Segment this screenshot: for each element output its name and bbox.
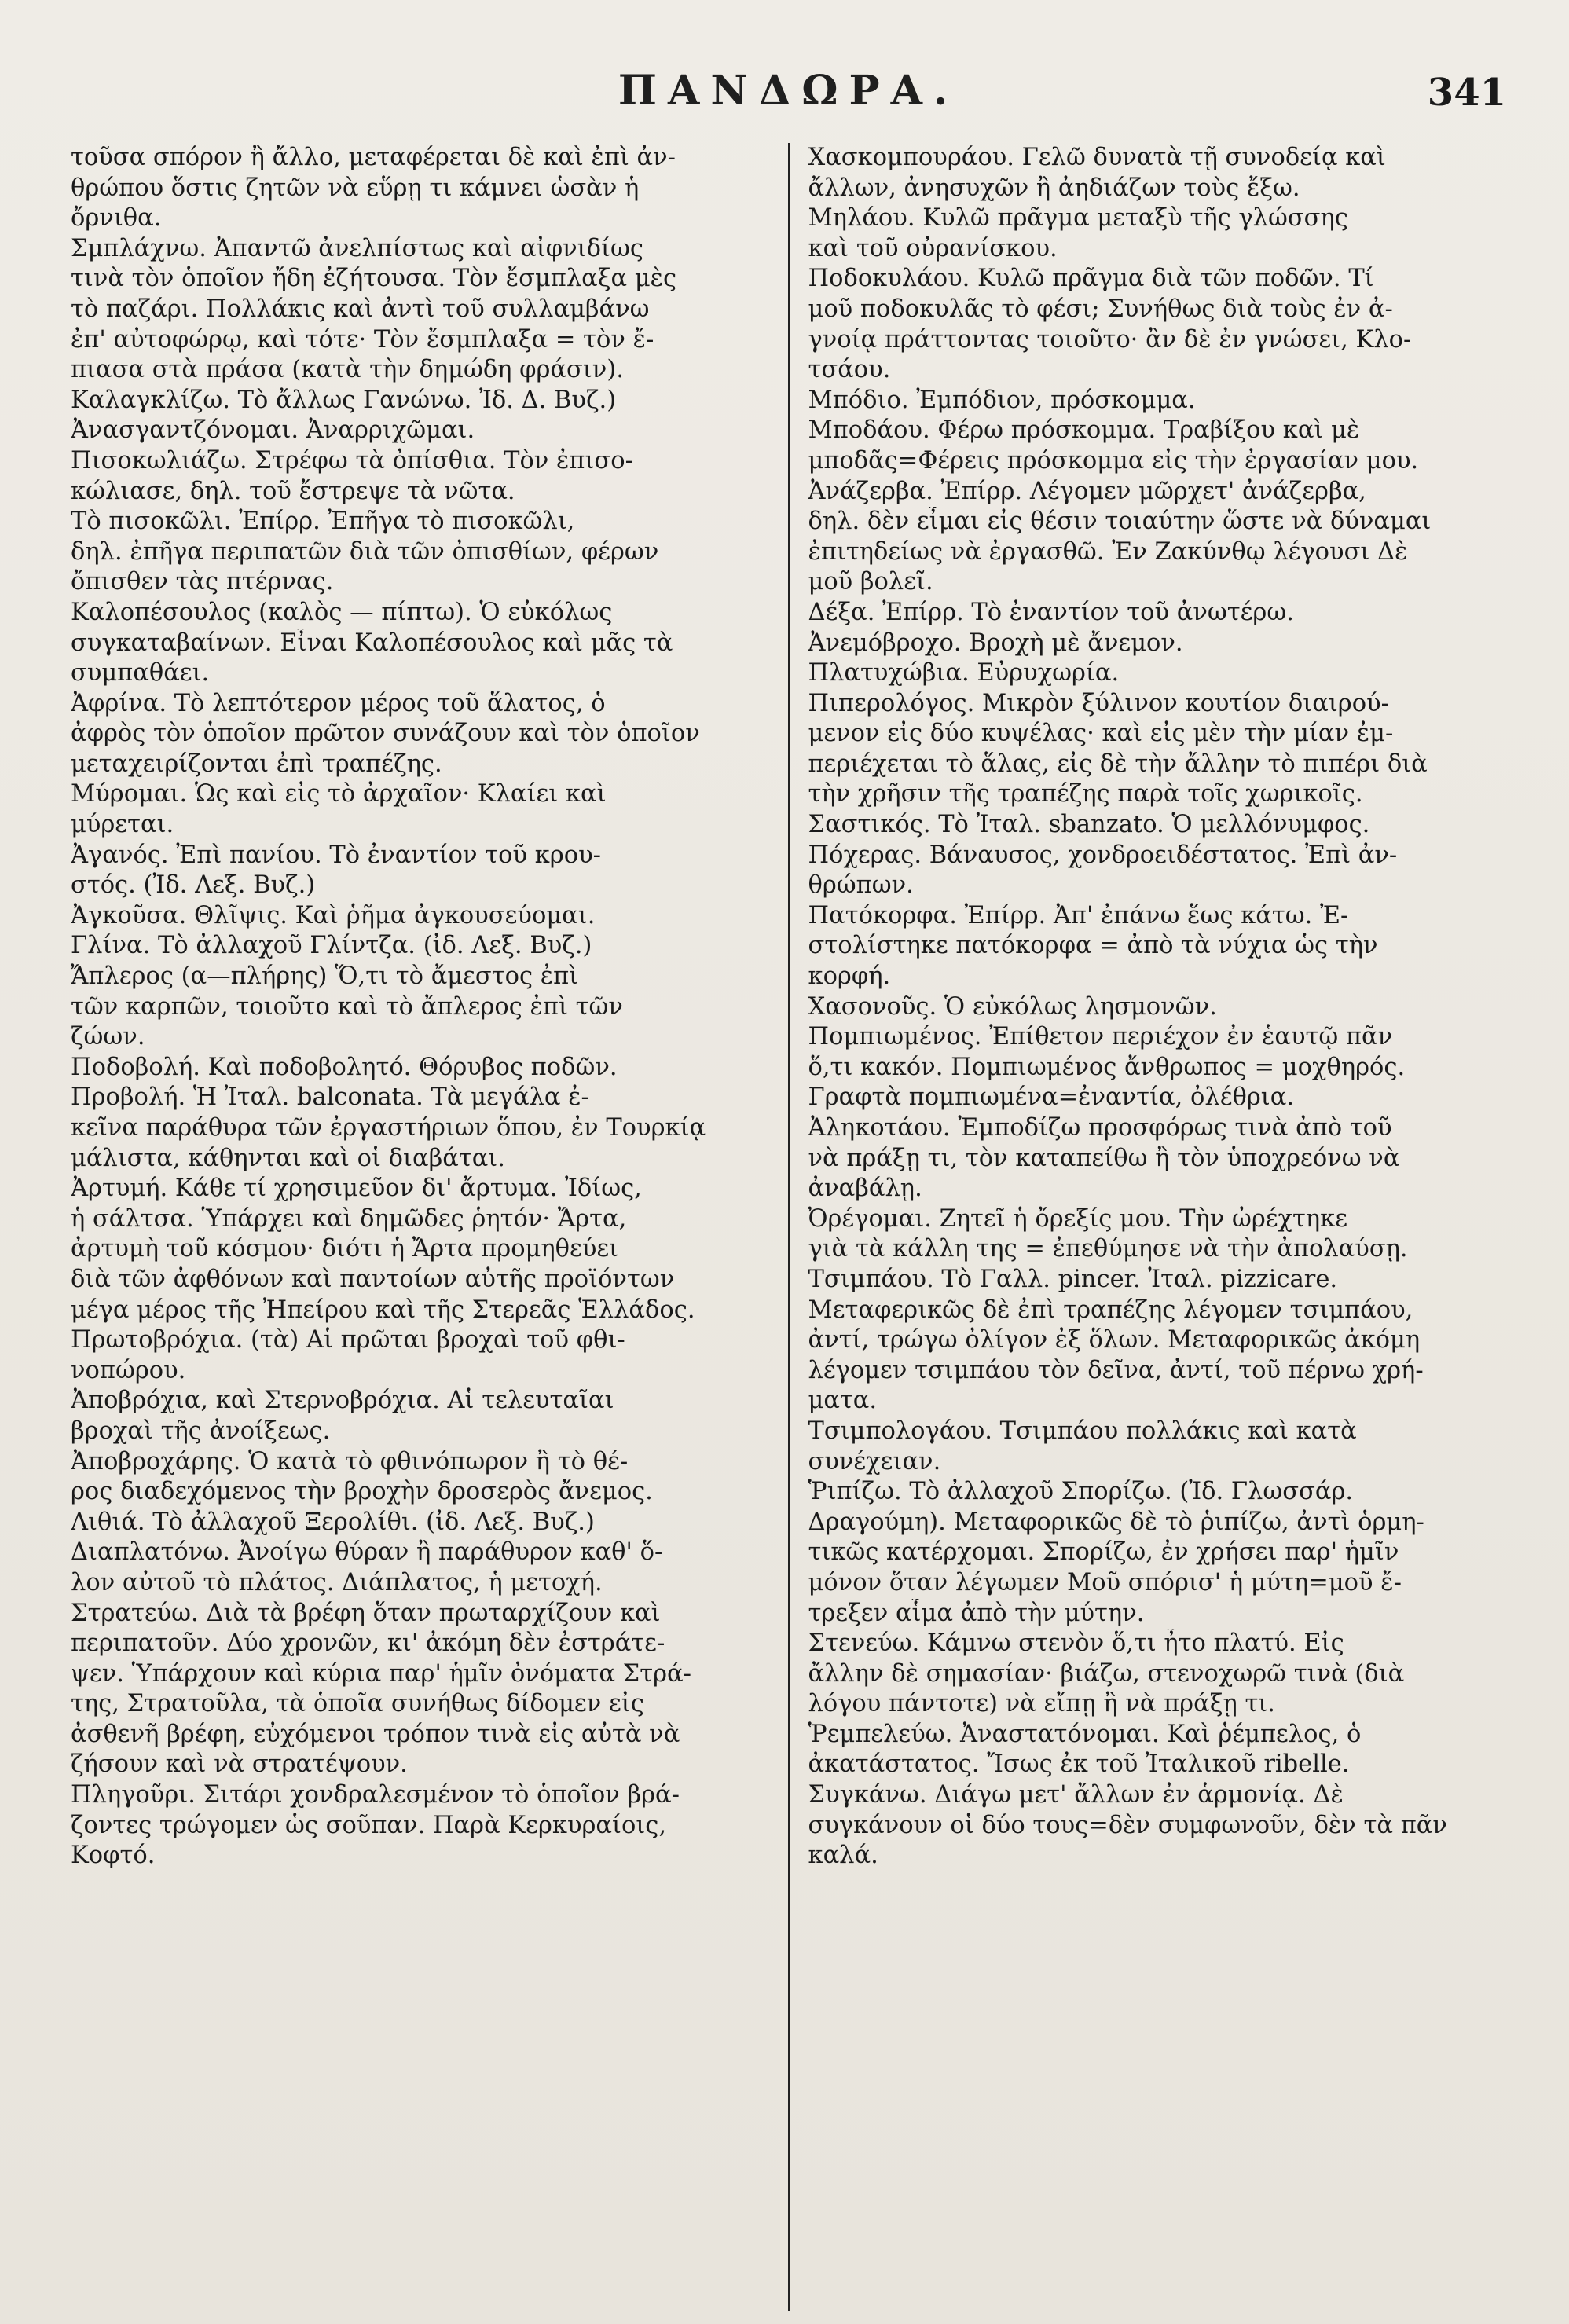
text-line: συγκαταβαίνων. Εἶναι Καλοπέσουλος καὶ μᾶς τὰ xyxy=(71,629,673,657)
text-line: περιπατοῦν. Δύο χρονῶν, κι' ἀκόμη δὲν ἐστράτε- xyxy=(71,1629,665,1658)
left-column xyxy=(71,143,786,2311)
text-line: Μηλάου. Κυλῶ πρᾶγμα μεταξὺ τῆς γλώσσης xyxy=(808,204,1348,233)
text-line: Χασκομπουράου. Γελῶ δυνατὰ τῇ συνοδείᾳ καὶ xyxy=(808,144,1386,171)
text-line: Ἀνασγαντζόνομαι. Ἀναρριχῶμαι. xyxy=(71,416,475,445)
text-line: Ἀφρίνα. Τὸ λεπτότερον μέρος τοῦ ἅλατος, ὁ xyxy=(71,689,606,717)
text-line: δηλ. δὲν εἶμαι εἰς θέσιν τοιαύτην ὥστε νὰ δύναμαι xyxy=(808,508,1432,536)
text-line: Ἀγκοῦσα. Θλῖψις. Καὶ ῥῆμα ἀγκουσεύομαι. xyxy=(71,901,596,929)
text-line: Ἀνάζερβα. Ἐπίρρ. Λέγομεν μῶρχετ' ἀνάζερβα, xyxy=(808,477,1366,505)
text-line: κορφή. xyxy=(808,962,891,991)
journal-title: ΠΑΝΔΩΡΑ. xyxy=(618,66,959,115)
text-line: στολίστηκε πατόκορφα = ἀπὸ τὰ νύχια ὡς τὴν xyxy=(808,932,1378,960)
text-line: Στρατεύω. Διὰ τὰ βρέφη ὅταν πρωταρχίζουν καὶ xyxy=(71,1599,661,1627)
text-line: θρώπων. xyxy=(808,871,914,900)
text-line: λόγου πάντοτε) νὰ εἴπῃ ἢ νὰ πράξῃ τι. xyxy=(808,1690,1275,1718)
text-line: Ῥεμπελεύω. Ἀναστατόνομαι. Καὶ ῥέμπελος, ὁ xyxy=(808,1720,1362,1748)
text-line: τικῶς κατέρχομαι. Σπορίζω, ἐν χρήσει παρ' ἡμῖν xyxy=(808,1538,1399,1567)
text-line: ψεν. Ὑπάρχουν καὶ κύρια παρ' ἡμῖν ὀνόματα Στρά- xyxy=(71,1659,691,1688)
text-line: μενον εἰς δύο κυψέλας· καὶ εἰς μὲν τὴν μίαν ἐμ- xyxy=(808,720,1394,748)
text-line: Ἀρτυμή. Κάθε τί χρησιμεῦον δι' ἄρτυμα. Ἰδίως, xyxy=(71,1175,642,1203)
text-line: Χασονοῦς. Ὁ εὐκόλως λησμονῶν. xyxy=(808,992,1217,1021)
text-line: συνέχειαν. xyxy=(808,1447,941,1475)
text-line: της, Στρατοῦλα, τὰ ὁποῖα συνήθως δίδομεν εἰς xyxy=(71,1690,644,1718)
text-line: μποδᾶς=Φέρεις πρόσκομμα εἰς τὴν ἐργασίαν μου. xyxy=(808,446,1419,475)
text-line: Μποδάου. Φέρω πρόσκομμα. Τραβίξου καὶ μὲ xyxy=(808,416,1360,445)
text-line: στός. (Ἰδ. Λεξ. Βυζ.) xyxy=(71,871,316,900)
text-line: Τὸ πισοκῶλι. Ἐπίρρ. Ἐπῆγα τὸ πισοκῶλι, xyxy=(71,508,575,536)
text-line: μοῦ βολεῖ. xyxy=(808,568,933,596)
text-line: μάλιστα, κάθηνται καὶ οἱ διαβάται. xyxy=(71,1144,505,1172)
text-line: ὄρνιθα. xyxy=(71,204,162,233)
text-line: Πλατυχώβια. Εὐρυχωρία. xyxy=(808,659,1120,687)
text-line: Μύρομαι. Ὡς καὶ εἰς τὸ ἀρχαῖον· Κλαίει καὶ xyxy=(71,780,607,808)
text-line: Συγκάνω. Διάγω μετ' ἄλλων ἐν ἁρμονίᾳ. Δὲ xyxy=(808,1781,1344,1809)
text-line: Δραγούμη). Μεταφορικῶς δὲ τὸ ῥιπίζω, ἀντὶ ὁρμη- xyxy=(808,1508,1424,1536)
text-line: Πατόκορφα. Ἐπίρρ. Ἀπ' ἐπάνω ἕως κάτω. Ἐ- xyxy=(808,901,1349,929)
text-line: τὴν χρῆσιν τῆς τραπέζης παρὰ τοῖς χωρικοῖς. xyxy=(808,780,1363,808)
text-line: ἐπ' αὐτοφώρῳ, καὶ τότε· Τὸν ἔσμπλαξα = τὸν ἔ- xyxy=(71,325,654,354)
text-line: συμπαθάει. xyxy=(71,659,210,687)
text-line: Ἀληκοτάου. Ἐμποδίζω προσφόρως τινὰ ἀπὸ τοῦ xyxy=(808,1114,1392,1142)
text-line: ἡ σάλτσα. Ὑπάρχει καὶ δημῶδες ῥητόν· Ἄρτα, xyxy=(71,1204,627,1233)
text-line: περιέχεται τὸ ἅλας, εἰς δὲ τὴν ἄλλην τὸ πιπέρι διὰ xyxy=(808,750,1428,778)
text-line: θρώπου ὅστις ζητῶν νὰ εὕρῃ τι κάμνει ὡσὰν ἡ xyxy=(71,174,640,202)
text-line: Γλίνα. Τὸ ἀλλαχοῦ Γλίντζα. (ἰδ. Λεξ. Βυζ.) xyxy=(71,932,592,960)
text-columns xyxy=(71,143,1506,2311)
text-line: μεταχειρίζονται ἐπὶ τραπέζης. xyxy=(71,750,442,778)
text-line: ἀκατάστατος. Ἴσως ἐκ τοῦ Ἰταλικοῦ ribelle. xyxy=(808,1750,1350,1779)
text-line: Διαπλατόνω. Ἀνοίγω θύραν ἢ παράθυρον καθ' ὅ- xyxy=(71,1538,663,1567)
text-line: τρεξεν αἷμα ἀπὸ τὴν μύτην. xyxy=(808,1599,1145,1627)
text-line: ὄπισθεν τὰς πτέρνας. xyxy=(71,568,334,596)
text-line: Μεταφερικῶς δὲ ἐπὶ τραπέζης λέγομεν τσιμπάου, xyxy=(808,1296,1413,1324)
text-line: Ἀνεμόβροχο. Βροχὴ μὲ ἄνεμον. xyxy=(808,629,1183,657)
text-line: ρος διαδεχόμενος τὴν βροχὴν δροσερὸς ἄνεμος. xyxy=(71,1478,653,1506)
text-line: Σαστικός. Τὸ Ἰταλ. sbanzato. Ὁ μελλόνυμφος. xyxy=(808,811,1370,839)
text-line: μόνον ὅταν λέγωμεν Μοῦ σπόρισ' ἡ μύτη=μοῦ ἔ- xyxy=(808,1568,1402,1596)
text-line: γιὰ τὰ κάλλη της = ἐπεθύμησε νὰ τὴν ἀπολαύσῃ. xyxy=(808,1235,1408,1263)
text-line: Προβολή. Ἡ Ἰταλ. balconata. Τὰ μεγάλα ἐ- xyxy=(71,1083,589,1112)
text-line: Κοφτό. xyxy=(71,1842,156,1870)
text-line: ζώων. xyxy=(71,1023,145,1051)
text-line: νοπώρου. xyxy=(71,1356,186,1384)
text-line: ἀντί, τρώγω ὀλίγον ἐξ ὅλων. Μεταφορικῶς ἀκόμη xyxy=(808,1326,1421,1354)
text-line: ματα. xyxy=(808,1387,878,1415)
text-line: Ποδοκυλάου. Κυλῶ πρᾶγμα διὰ τῶν ποδῶν. Τί xyxy=(808,265,1374,293)
text-line: πιασα στὰ πράσα (κατὰ τὴν δημώδη φράσιν). xyxy=(71,356,624,384)
text-line: τὸ παζάρι. Πολλάκις καὶ ἀντὶ τοῦ συλλαμβάνω xyxy=(71,295,650,323)
text-line: τσάου. xyxy=(808,356,891,384)
text-line: Καλαγκλίζω. Τὸ ἄλλως Γανώνω. Ἰδ. Δ. Βυζ.) xyxy=(71,386,617,414)
text-line: Πρωτοβρόχια. (τὰ) Αἱ πρῶται βροχαὶ τοῦ φθι- xyxy=(71,1326,625,1354)
text-line: κώλιασε, δηλ. τοῦ ἔστρεψε τὰ νῶτα. xyxy=(71,477,515,505)
text-line: συγκάνουν οἱ δύο τους=δὲν συμφωνοῦν, δὲν τὰ πᾶν xyxy=(808,1811,1447,1839)
text-line: ἄλλων, ἀνησυχῶν ἢ ἀηδιάζων τοὺς ἔξω. xyxy=(808,174,1300,202)
page-header xyxy=(71,55,1506,126)
text-line: μέγα μέρος τῆς Ἠπείρου καὶ τῆς Στερεᾶς Ἑλλάδος. xyxy=(71,1296,695,1324)
text-line: καὶ τοῦ οὐρανίσκου. xyxy=(808,234,1058,262)
text-line: Ῥιπίζω. Τὸ ἀλλαχοῦ Σπορίζω. (Ἰδ. Γλωσσάρ. xyxy=(808,1478,1354,1506)
text-line: Στενεύω. Κάμνω στενὸν ὅ,τι ἦτο πλατύ. Εἰς xyxy=(808,1629,1344,1658)
text-line: μοῦ ποδοκυλᾶς τὸ φέσι; Συνήθως διὰ τοὺς ἐν ἀ- xyxy=(808,295,1393,323)
text-line: Σμπλάχνω. Ἀπαντῶ ἀνελπίστως καὶ αἰφνιδίως xyxy=(71,234,643,262)
text-line: Τσιμπολογάου. Τσιμπάου πολλάκις καὶ κατὰ xyxy=(808,1417,1357,1445)
column-divider xyxy=(788,143,790,2311)
text-line: τῶν καρπῶν, τοιοῦτο καὶ τὸ ἄπλερος ἐπὶ τῶν xyxy=(71,992,623,1021)
right-column xyxy=(791,143,1507,2311)
text-line: διὰ τῶν ἀφθόνων καὶ παντοίων αὐτῆς προϊόντων xyxy=(71,1265,675,1293)
text-line: ἐπιτηδείως νὰ ἐργασθῶ. Ἐν Ζακύνθῳ λέγουσι Δὲ xyxy=(808,537,1408,566)
text-line: καλά. xyxy=(808,1842,878,1870)
text-line: Καλοπέσουλος (καλὸς — πίπτω). Ὁ εὐκόλως xyxy=(71,598,613,626)
text-line: λέγομεν τσιμπάου τὸν δεῖνα, ἀντί, τοῦ πέρνω χρή- xyxy=(808,1356,1424,1384)
text-line: τινὰ τὸν ὁποῖον ἤδη ἐζήτουσα. Τὸν ἔσμπλαξα μὲς xyxy=(71,265,677,293)
text-line: ὅ,τι κακόν. Πομπιωμένος ἄνθρωπος = μοχθηρός. xyxy=(808,1053,1406,1081)
text-line: Ἄπλερος (α—πλήρης) Ὅ,τι τὸ ἄμεστος ἐπὶ xyxy=(71,962,579,991)
text-line: ἄλλην δὲ σημασίαν· βιάζω, στενοχωρῶ τινὰ (διὰ xyxy=(808,1659,1405,1688)
text-line: Δέξα. Ἐπίρρ. Τὸ ἐναντίον τοῦ ἀνωτέρω. xyxy=(808,598,1294,626)
text-line: τοῦσα σπόρον ἢ ἄλλο, μεταφέρεται δὲ καὶ ἐπὶ ἀν- xyxy=(71,144,676,171)
text-line: ἀρτυμὴ τοῦ κόσμου· διότι ἡ Ἄρτα προμηθεύει xyxy=(71,1235,619,1263)
text-line: δηλ. ἐπῆγα περιπατῶν διὰ τῶν ὀπισθίων, φέρων xyxy=(71,537,659,566)
text-line: βροχαὶ τῆς ἀνοίξεως. xyxy=(71,1417,331,1445)
text-line: Ἀγανός. Ἐπὶ πανίου. Τὸ ἐναντίον τοῦ κρου- xyxy=(71,841,601,869)
text-line: ἀφρὸς τὸν ὁποῖον πρῶτον συνάζουν καὶ τὸν ὁποῖον xyxy=(71,720,700,748)
text-line: ζήσουν καὶ νὰ στρατέψουν. xyxy=(71,1750,408,1779)
text-line: νὰ πράξῃ τι, τὸν καταπείθω ἢ τὸν ὑποχρεόνω νὰ xyxy=(808,1144,1400,1172)
text-line: Πληγοῦρι. Σιτάρι χονδραλεσμένον τὸ ὁποῖον βρά- xyxy=(71,1781,680,1809)
text-line: Ποδοβολή. Καὶ ποδοβολητό. Θόρυβος ποδῶν. xyxy=(71,1053,618,1081)
text-line: Μπόδιο. Ἐμπόδιον, πρόσκομμα. xyxy=(808,386,1196,414)
text-line: Πομπιωμένος. Ἐπίθετον περιέχον ἐν ἑαυτῷ πᾶν xyxy=(808,1023,1393,1051)
text-line: Ἀποβροχάρης. Ὁ κατὰ τὸ φθινόπωρον ἢ τὸ θέ- xyxy=(71,1447,629,1475)
page-number: 341 xyxy=(1427,71,1506,115)
text-line: Λιθιά. Τὸ ἀλλαχοῦ Ξερολίθι. (ἰδ. Λεξ. Βυζ.) xyxy=(71,1508,595,1536)
text-line: Πισοκωλιάζω. Στρέφω τὰ ὀπίσθια. Τὸν ἐπισο- xyxy=(71,446,633,475)
text-line: Πιπερολόγος. Μικρὸν ξύλινον κουτίον διαιρού- xyxy=(808,689,1389,717)
text-line: κεῖνα παράθυρα τῶν ἐργαστήριων ὅπου, ἐν Τουρκίᾳ xyxy=(71,1114,706,1142)
text-line: γνοίᾳ πράττοντας τοιοῦτο· ἂν δὲ ἐν γνώσει, Κλο- xyxy=(808,325,1412,354)
text-line: ἀναβάλῃ. xyxy=(808,1175,922,1203)
text-line: Πόχερας. Βάναυσος, χονδροειδέστατος. Ἐπὶ ἀν- xyxy=(808,841,1398,869)
text-line: Γραφτὰ πομπιωμένα=ἐναντία, ὀλέθρια. xyxy=(808,1083,1295,1112)
text-line: Ὀρέγομαι. Ζητεῖ ἡ ὄρεξίς μου. Τὴν ὠρέχτηκε xyxy=(808,1204,1348,1233)
text-line: Τσιμπάου. Τὸ Γαλλ. pincer. Ἰταλ. pizzicare. xyxy=(808,1265,1338,1293)
text-line: ζοντες τρώγομεν ὡς σοῦπαν. Παρὰ Κερκυραίοις, xyxy=(71,1811,667,1839)
text-line: ἀσθενῆ βρέφη, εὐχόμενοι τρόπον τινὰ εἰς αὐτὰ νὰ xyxy=(71,1720,680,1748)
text-line: μύρεται. xyxy=(71,811,174,839)
text-line: Ἀποβρόχια, καὶ Στερνοβρόχια. Αἱ τελευταῖαι xyxy=(71,1387,614,1415)
text-line: λον αὐτοῦ τὸ πλάτος. Διάπλατος, ἡ μετοχή. xyxy=(71,1568,603,1596)
